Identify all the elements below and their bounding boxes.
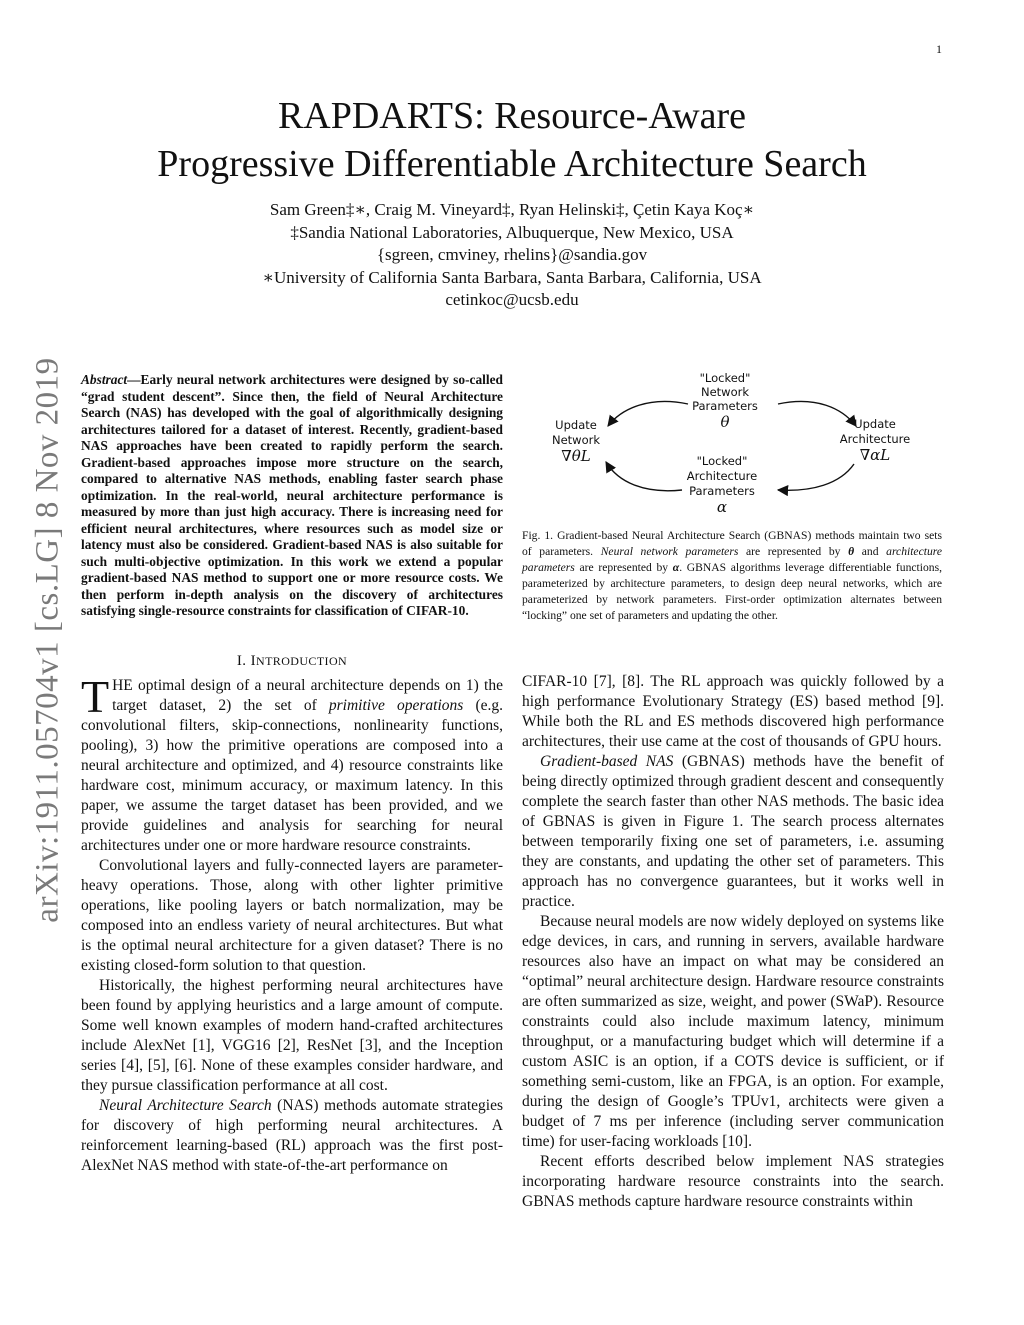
right-column <box>522 672 944 1212</box>
caption-text-c: are represented by <box>738 545 849 558</box>
caption-alpha: α <box>672 561 680 574</box>
section-heading-introduction <box>81 651 503 671</box>
caption-text-a: Fig. 1. Gradient-based Neural Architecture Search (GBNAS) methods maintain two sets of parameters. <box>522 529 942 558</box>
drop-cap: T <box>81 670 110 722</box>
arrow-bottom-left <box>606 462 682 491</box>
abstract <box>81 372 503 620</box>
email-ucsb: cetinkoc@ucsb.edu <box>445 290 579 309</box>
right-paragraph-3: Because neural models are now widely deployed on systems like edge devices, in cars, and running in servers, available hardware resources also have an impact on what may be considered an “optimal” neural architecture design. Hardware resource constraints are often summarized as size, weight, and power (SWaP). Resource constraints could also include maximum latency, minimum throughput, or a manufacturing budget which will determine if a custom ASIC is an option, if a COTS device is sufficient, or if something semi-custom, like an FPGA, is an option. For example, during the design of Google’s TPUv1, architects were given a budget of 7 ms per inference (including server communication time) for user-facing workloads [10]. <box>522 913 944 1150</box>
intro-paragraph-4 <box>81 1096 503 1176</box>
figure-1-diagram <box>520 366 946 522</box>
email-sandia: {sgreen, cmviney, rhelins}@sandia.gov <box>376 245 648 264</box>
abstract-lead: Abstract <box>81 372 128 387</box>
author-block <box>110 199 914 312</box>
right-p2-emphasis: Gradient-based NAS <box>540 753 674 770</box>
right-paragraph-4: Recent efforts described below implement NAS strategies incorporating hardware resource constraints into the search. GBNAS methods capture hardware resource constraints within <box>522 1153 944 1210</box>
intro-p1-text-a: HE optimal design of a neural architecture depends on 1) the target dataset, 2) the set of <box>112 676 503 714</box>
intro-p1-emphasis: primitive operations <box>328 696 464 714</box>
section-initial: I <box>250 652 257 669</box>
caption-text-e: and <box>854 545 887 558</box>
intro-p4-text: (NAS) methods automate strategies for discovery of high performing neural architectures. A reinforcement learning-based (RL) approach was the first post-AlexNet NAS method with state-of-the-art performance on <box>81 1096 503 1174</box>
right-label-line-1: Update <box>854 417 896 431</box>
intro-paragraph-3: Historically, the highest performing neural architectures have been found by applying heuristics and a large amount of compute. Some well known examples of modern hand-crafted architectures include AlexNet [1], VGG16 [2], ResNet [3], and the Inception series [4], [5], [6]. None of these examples consider hardware, and they pursue classification performance at all cost. <box>81 976 503 1094</box>
grad-theta-symbol: ∇θL <box>561 447 591 465</box>
right-paragraph-1: CIFAR-10 [7], [8]. The RL approach was quickly followed by a high performance Evolutionary Strategy (ES) based method [9]. While both the RL and ES methods discovered high performance architectures, their use came at the cost of thousands of GPU hours. <box>522 673 944 750</box>
gbnas-cycle-diagram <box>520 366 946 522</box>
figure-1-caption <box>522 528 942 624</box>
page-number: 1 <box>936 42 942 56</box>
arxiv-stamp: arXiv:1911.05704v1 [cs.LG] 8 Nov 2019 <box>29 357 66 923</box>
section-title-rest: NTRODUCTION <box>256 653 348 668</box>
bottom-label-line-3: Parameters <box>689 484 755 498</box>
arrow-bottom-right <box>778 464 854 490</box>
title-line-1: RAPDARTS: Resource-Aware <box>277 95 747 137</box>
alpha-symbol: α <box>716 498 728 516</box>
intro-paragraph-2: Convolutional layers and fully-connected layers are parameter-heavy operations. Those, along with other lighter primitive operations, like pooling layers or batch normalization, may be composed into an endless variety of neural architectures. But what is the optimal neural architecture for a given dataset? There is no existing closed-form solution to that question. <box>81 856 503 974</box>
left-label-line-1: Update <box>555 418 597 432</box>
left-label-line-2: Network <box>551 433 601 447</box>
top-label-line-1: "Locked" <box>699 371 751 385</box>
affiliation-ucsb: ∗University of California Santa Barbara, Santa Barbara, California, USA <box>262 267 762 287</box>
affiliation-sandia: ‡Sandia National Laboratories, Albuquerque, New Mexico, USA <box>290 222 734 242</box>
caption-text-i: . GBNAS algorithms leverage differentiable functions, parameterized by architecture parameters, to design deep neural networks, which are parameterized by network parameters. First-order optimization alternates between “locking” one set of parameters and updating the other. <box>522 561 942 622</box>
title-line-2: Progressive Differentiable Architecture Search <box>157 143 867 185</box>
theta-symbol: θ <box>720 413 730 431</box>
right-p2-text: (GBNAS) methods have the benefit of being directly optimized through gradient descent and consequently complete the search faster than other NAS methods. The basic idea of GBNAS is given in Figure 1. The search process alternates between temporarily fixing one set of parameters, i.e. assuming they are constants, and updating the other set of parameters. This approach has no convergence guarantees, but it works well in practice. <box>522 753 944 910</box>
bottom-label-line-1: "Locked" <box>696 454 748 468</box>
section-numeral: I. <box>236 652 247 669</box>
caption-theta: θ <box>848 545 855 558</box>
intro-paragraph-1 <box>81 670 504 856</box>
bottom-label-line-2: Architecture <box>686 469 758 483</box>
intro-p4-emphasis: Neural Architecture Search <box>99 1096 272 1114</box>
paper-title <box>60 92 964 188</box>
arrow-top-left <box>608 401 688 426</box>
left-column <box>81 372 503 1176</box>
caption-text-g: are represented by <box>574 561 673 574</box>
caption-emph-network: Neural network parameters <box>600 545 739 558</box>
arrow-top-right <box>778 401 856 426</box>
top-label-line-2: Network <box>700 385 750 399</box>
top-label-line-3: Parameters <box>692 399 758 413</box>
author-names: Sam Green‡∗, Craig M. Vineyard‡, Ryan Helinski‡, Çetin Kaya Koç∗ <box>269 200 755 219</box>
right-paragraph-2 <box>522 752 944 912</box>
intro-p1-text-b: (e.g. convolutional filters, skip-connections, nonlinearity functions, pooling), 3) how the primitive operations are composed into a neural architecture and optimized, and 4) resource constraints like hardware cost, minimum accuracy, or maximum latency. In this paper, we assume the target dataset has been provided, and we provide guidelines and analysis for searching for neural architectures under one or more hardware resource constraints. <box>81 696 504 854</box>
grad-alpha-symbol: ∇αL <box>859 446 891 464</box>
right-label-line-2: Architecture <box>839 432 911 446</box>
abstract-text: —Early neural network architectures were designed by so-called “grad student descent”. Since then, the field of Neural Architecture Search (NAS) has developed with the goal of algorithmically designing architectures tailored for a dataset of interest. Recently, gradient-based NAS approaches have been created to rapidly perform the search. Gradient-based approaches impose more structure on the search, compared to alternative NAS methods, enabling faster search phase optimization. In the real-world, neural architecture performance is measured by more than just high accuracy. There is increasing need for efficient neural architectures, where resources such as model size or latency must also be considered. Gradient-based NAS is also suitable for such multi-objective optimization. In this work we extend a popular gradient-based NAS method to support one or more resource costs. We then perform in-depth analysis on the discovery of architectures satisfying single-resource constraints for classification of CIFAR-10. <box>81 372 503 618</box>
caption-emph-architecture: architecture parameters <box>522 545 942 574</box>
